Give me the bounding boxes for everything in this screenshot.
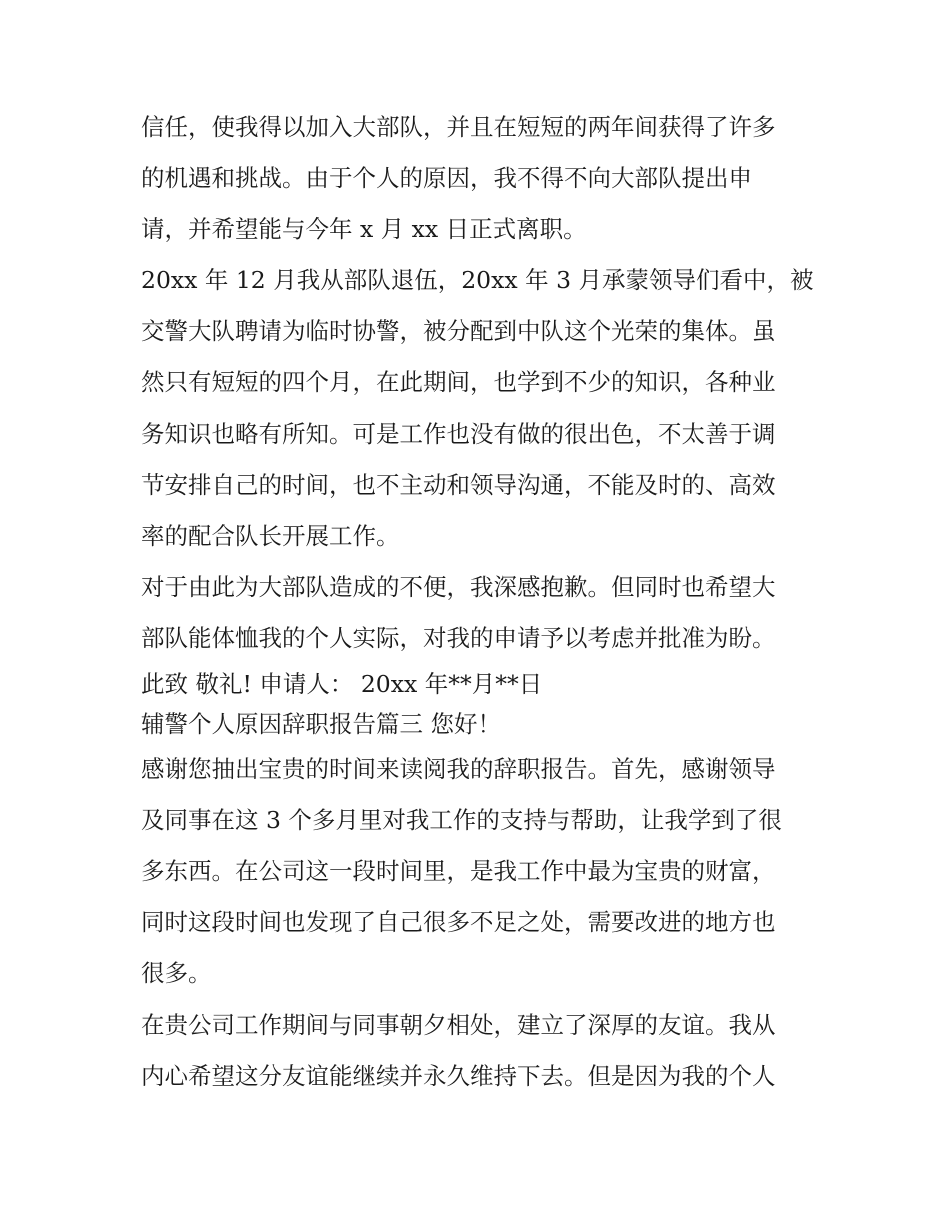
text-line-7: 务知识也略有所知。可是工作也没有做的很出色，不太善于调 [141,419,776,448]
text-line-15: 及同事在这 3 个多月里对我工作的支持与帮助，让我学到了很 [141,806,782,835]
document-body [141,102,821,1102]
text-line-20: 内心希望这分友谊能继续并永久维持下去。但是因为我的个人 [141,1061,776,1090]
text-line-19: 在贵公司工作期间与同事朝夕相处，建立了深厚的友谊。我从 [141,1010,776,1039]
text-line-16: 多东西。在公司这一段时间里，是我工作中最为宝贵的财富， [141,857,776,886]
text-line-11: 部队能体恤我的个人实际，对我的申请予以考虑并批准为盼。 [141,623,776,652]
text-line-9: 率的配合队长开展工作。 [141,521,400,550]
text-line-2: 的机遇和挑战。由于个人的原因，我不得不向大部队提出申 [141,164,752,193]
text-line-10: 对于由此为大部队造成的不便，我深感抱歉。但同时也希望大 [141,572,776,601]
text-line-17: 同时这段时间也发现了自己很多不足之处，需要改进的地方也 [141,908,776,937]
section-heading: 辅警个人原因辞职报告篇三 您好！ [141,710,501,739]
signature-line: 此致 敬礼! 申请人： 20xx 年**月**日 [141,670,543,699]
text-line-5: 交警大队聘请为临时协警，被分配到中队这个光荣的集体。虽 [141,317,776,346]
text-line-4: 20xx 年 12 月我从部队退伍，20xx 年 3 月承蒙领导们看中，被 [141,266,814,295]
text-line-3: 请，并希望能与今年 x 月 xx 日正式离职。 [141,215,587,244]
text-line-18: 很多。 [141,959,212,988]
text-line-1: 信任，使我得以加入大部队，并且在短短的两年间获得了许多 [141,113,776,141]
text-line-8: 节安排自己的时间，也不主动和领导沟通，不能及时的、高效 [141,470,776,499]
text-line-6: 然只有短短的四个月，在此期间，也学到不少的知识，各种业 [141,368,776,397]
text-line-14: 感谢您抽出宝贵的时间来读阅我的辞职报告。首先，感谢领导 [141,755,776,784]
